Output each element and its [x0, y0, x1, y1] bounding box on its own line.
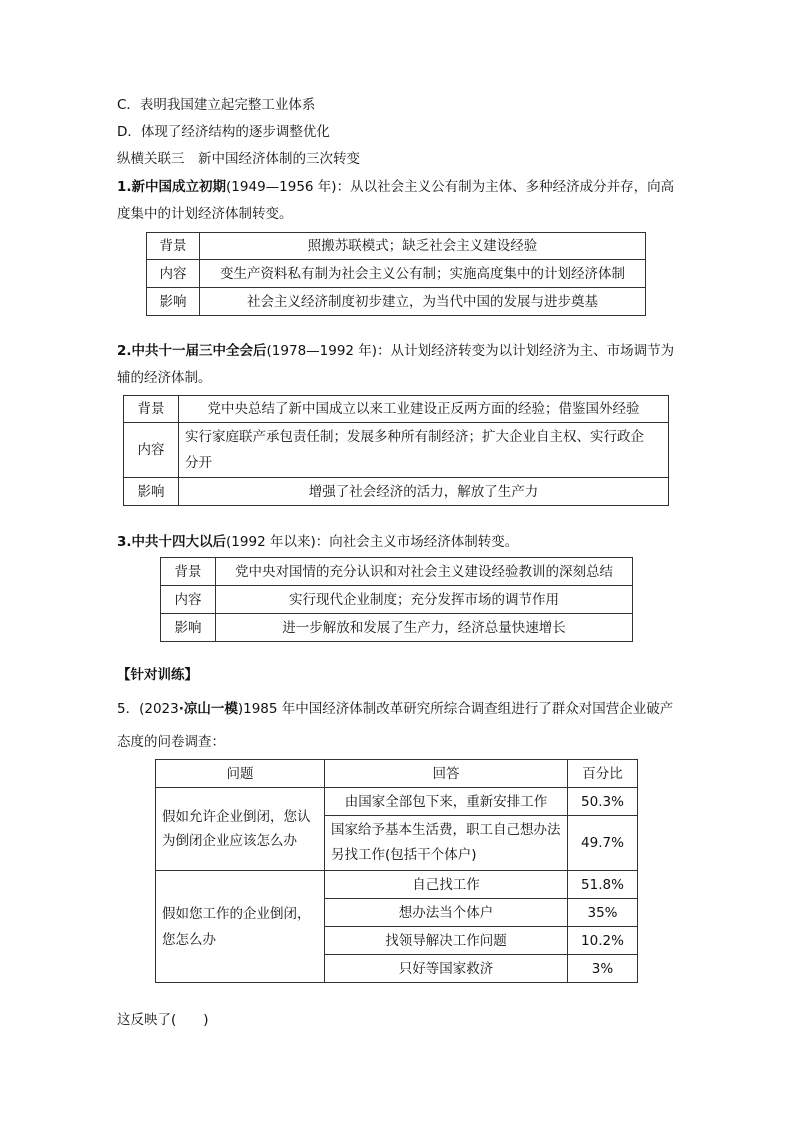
row-body: 进一步解放和发展了生产力，经济总量快速增长	[216, 614, 633, 642]
survey-percent: 3%	[568, 955, 638, 983]
row-body: 党中央对国情的充分认识和对社会主义建设经验教训的深刻总结	[216, 558, 633, 586]
paragraph-3-text: (1992 年以来)：向社会主义市场经济体制转变。	[226, 534, 519, 550]
answer-line: 另找工作(包括干个体户)	[331, 847, 477, 863]
row-body: 党中央总结了新中国成立以来工业建设正反两方面的经验；借鉴国外经验	[179, 396, 669, 423]
header-percent: 百分比	[568, 760, 638, 788]
row-body: 增强了社会经济的活力，解放了生产力	[179, 478, 669, 506]
table-row	[147, 260, 646, 288]
row-head: 内容	[124, 423, 179, 478]
row-head: 背景	[147, 233, 200, 260]
survey-answer: 由国家全部包下来，重新安排工作	[325, 788, 568, 816]
option-d: D．体现了经济结构的逐步调整优化	[117, 124, 330, 140]
table-header-row	[156, 760, 638, 788]
table-row	[124, 396, 669, 423]
survey-answer: 只好等国家救济	[325, 955, 568, 983]
table-row	[156, 788, 638, 816]
survey-question-1	[156, 788, 325, 871]
row-head: 影响	[161, 614, 216, 642]
question-5-line-1	[117, 699, 673, 719]
table-row	[147, 233, 646, 260]
question-stem-end: 这反映了( )	[117, 1012, 209, 1028]
question-5-line-2: 态度的问卷调查：	[117, 734, 225, 750]
paragraph-2-text: (1978—1992 年)：从计划经济转变为以计划经济为主、市场调节为	[266, 343, 675, 359]
question-line: 假如您工作的企业倒闭，	[162, 905, 311, 922]
header-answer: 回答	[325, 760, 568, 788]
row-head: 内容	[161, 586, 216, 614]
table-row	[124, 423, 669, 478]
survey-answer	[325, 816, 568, 871]
survey-percent: 35%	[568, 899, 638, 927]
row-body-line: 分开	[185, 455, 212, 471]
row-body	[179, 423, 669, 478]
paragraph-3-label: 3.中共十四大以后	[117, 534, 227, 550]
survey-percent: 49.7%	[568, 816, 638, 871]
question-source: ·凉山一模	[178, 701, 238, 717]
survey-question-2	[156, 871, 325, 983]
row-body-line: 实行家庭联产承包责任制；发展多种所有制经济；扩大企业自主权、实行政企	[185, 429, 644, 445]
paragraph-1-text: (1949—1956 年)：从以社会主义公有制为主体、多种经济成分并存，向高	[226, 179, 675, 195]
paragraph-2-line-1	[117, 341, 674, 361]
table-row	[124, 478, 669, 506]
table-economy-1978	[123, 395, 669, 506]
question-number: 5．(2023	[117, 701, 179, 717]
survey-answer: 想办法当个体户	[325, 899, 568, 927]
question-text: )1985 年中国经济体制改革研究所综合调查组进行了群众对国营企业破产	[237, 701, 674, 717]
row-head: 影响	[147, 288, 200, 316]
table-row	[161, 558, 633, 586]
table-row	[147, 288, 646, 316]
row-head: 影响	[124, 478, 179, 506]
option-c: C．表明我国建立起完整工业体系	[117, 97, 316, 113]
table-row	[156, 871, 638, 899]
table-economy-1992	[160, 557, 633, 642]
row-head: 背景	[161, 558, 216, 586]
paragraph-1-label: 1.新中国成立初期	[117, 179, 227, 195]
survey-answer: 找领导解决工作问题	[325, 927, 568, 955]
survey-answer: 自己找工作	[325, 871, 568, 899]
section-title: 纵横关联三 新中国经济体制的三次转变	[117, 151, 360, 167]
practice-title: 【针对训练】	[117, 667, 198, 683]
survey-table	[155, 759, 638, 983]
table-row	[161, 586, 633, 614]
question-line: 您怎么办	[162, 931, 216, 948]
paragraph-2-line-2: 辅的经济体制。	[117, 370, 212, 386]
survey-percent: 10.2%	[568, 927, 638, 955]
answer-line: 国家给予基本生活费，职工自己想办法	[331, 822, 561, 838]
survey-percent: 50.3%	[568, 788, 638, 816]
table-row	[161, 614, 633, 642]
row-body: 社会主义经济制度初步建立，为当代中国的发展与进步奠基	[200, 288, 646, 316]
row-body: 变生产资料私有制为社会主义公有制；实施高度集中的计划经济体制	[200, 260, 646, 288]
row-head: 背景	[124, 396, 179, 423]
question-line: 假如允许企业倒闭，您认	[162, 809, 311, 825]
paragraph-2-label: 2.中共十一届三中全会后	[117, 343, 267, 359]
row-body: 实行现代企业制度；充分发挥市场的调节作用	[216, 586, 633, 614]
paragraph-1-line-2: 度集中的计划经济体制转变。	[117, 206, 293, 222]
paragraph-3-line-1	[117, 532, 518, 552]
question-line: 为倒闭企业应该怎么办	[162, 833, 297, 849]
row-head: 内容	[147, 260, 200, 288]
table-economy-1949	[146, 232, 646, 316]
row-body: 照搬苏联模式；缺乏社会主义建设经验	[200, 233, 646, 260]
paragraph-1-line-1	[117, 177, 674, 197]
header-question: 问题	[156, 760, 325, 788]
survey-percent: 51.8%	[568, 871, 638, 899]
